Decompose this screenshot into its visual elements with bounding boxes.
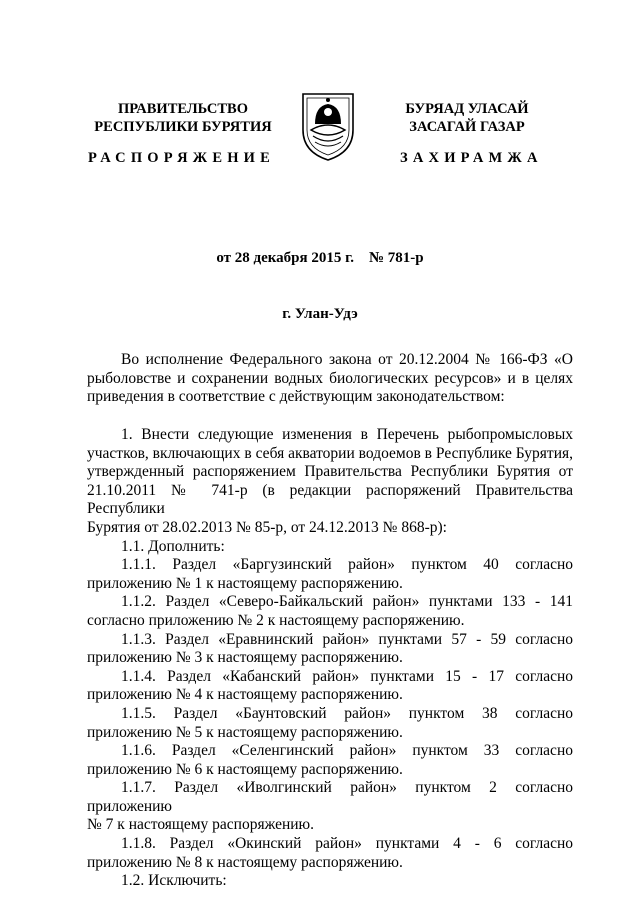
text-line: приложению № 6 к настоящему распоряжению. (87, 760, 403, 778)
sub-item (87, 593, 573, 630)
header-right-line1: БУРЯАД УЛАСАЙ (405, 101, 529, 117)
sub-item (87, 742, 573, 779)
text-line: № 7 к настоящему распоряжению. (87, 816, 315, 834)
text-line: 1.1.4. Раздел «Кабанский район» пунктами 15 - 17 согласно (121, 667, 573, 685)
item-1-1-heading: 1.1. Дополнить: (121, 537, 225, 555)
sub-item (87, 556, 573, 593)
text-line: участков, включающих в себя акватории водоемов в Республике Бурятия, (87, 444, 573, 462)
document-date-number: от 28 декабря 2015 г. № 781-р (216, 250, 424, 266)
doc-type-right: ЗАХИРАМЖА (400, 150, 543, 166)
text-line: приложению № 8 к настоящему распоряжению. (87, 853, 403, 871)
text-line: приложению № 4 к настоящему распоряжению. (87, 686, 403, 704)
coat-of-arms-icon (297, 90, 359, 162)
item-1-2-heading: 1.2. Исключить: (121, 872, 227, 890)
text-line: Во исполнение Федерального закона от 20.12.2004 № 166-ФЗ «О (121, 351, 573, 368)
sub-item (87, 631, 573, 668)
text-line: 1.1.2. Раздел «Северо-Байкальский район» пунктами 133 - 141 (121, 593, 573, 611)
text-line: 1. Внести следующие изменения в Перечень рыбопромысловых (121, 426, 573, 443)
header-left (78, 100, 288, 136)
header-right (372, 100, 562, 136)
header-left-line1: ПРАВИТЕЛЬСТВО (118, 101, 248, 117)
text-line: 1.1.5. Раздел «Баунтовский район» пунктом 38 согласно (121, 704, 573, 722)
text-line: рыболовстве и сохранении водных биологических ресурсов» и в целях (87, 369, 573, 387)
text-line: приложению № 5 к настоящему распоряжению. (87, 723, 403, 741)
doc-type-left: РАСПОРЯЖЕНИЕ (88, 150, 276, 166)
text-line: 21.10.2011 № 741-р (в редакции распоряжений Правительства Республики (87, 481, 573, 518)
text-line: утвержденный распоряжением Правительства Республики Бурятия от (87, 463, 573, 481)
text-line: 1.1.3. Раздел «Еравнинский район» пунктами 57 - 59 согласно (121, 630, 573, 648)
document-place: г. Улан-Удэ (282, 306, 358, 322)
text-line: Бурятия от 28.02.2013 № 85-р, от 24.12.2013 № 868-р): (87, 518, 447, 536)
preamble-paragraph (87, 351, 573, 407)
text-line: приложению № 3 к настоящему распоряжению. (87, 649, 403, 667)
text-line: 1.1.6. Раздел «Селенгинский район» пунктом 33 согласно (121, 742, 573, 760)
text-line: 1.1.1. Раздел «Баргузинский район» пунктом 40 согласно (121, 556, 573, 574)
sub-item (87, 705, 573, 742)
header-left-line2: РЕСПУБЛИКИ БУРЯТИЯ (94, 119, 272, 135)
sub-item (87, 835, 573, 872)
header-right-line2: ЗАСАГАЙ ГАЗАР (409, 119, 525, 135)
text-line: приведения в соответствие с действующим законодательством: (87, 388, 505, 406)
text-line: согласно приложению № 2 к настоящему распоряжению. (87, 611, 465, 629)
sub-item (87, 668, 573, 705)
text-line: приложению № 1 к настоящему распоряжению. (87, 574, 403, 592)
text-line: 1.1.7. Раздел «Иволгинский район» пунктом 2 согласно приложению (87, 779, 573, 815)
item-1-paragraph (87, 426, 573, 891)
sub-item (87, 779, 573, 835)
text-line: 1.1.8. Раздел «Окинский район» пунктами 4 - 6 согласно (121, 835, 573, 853)
